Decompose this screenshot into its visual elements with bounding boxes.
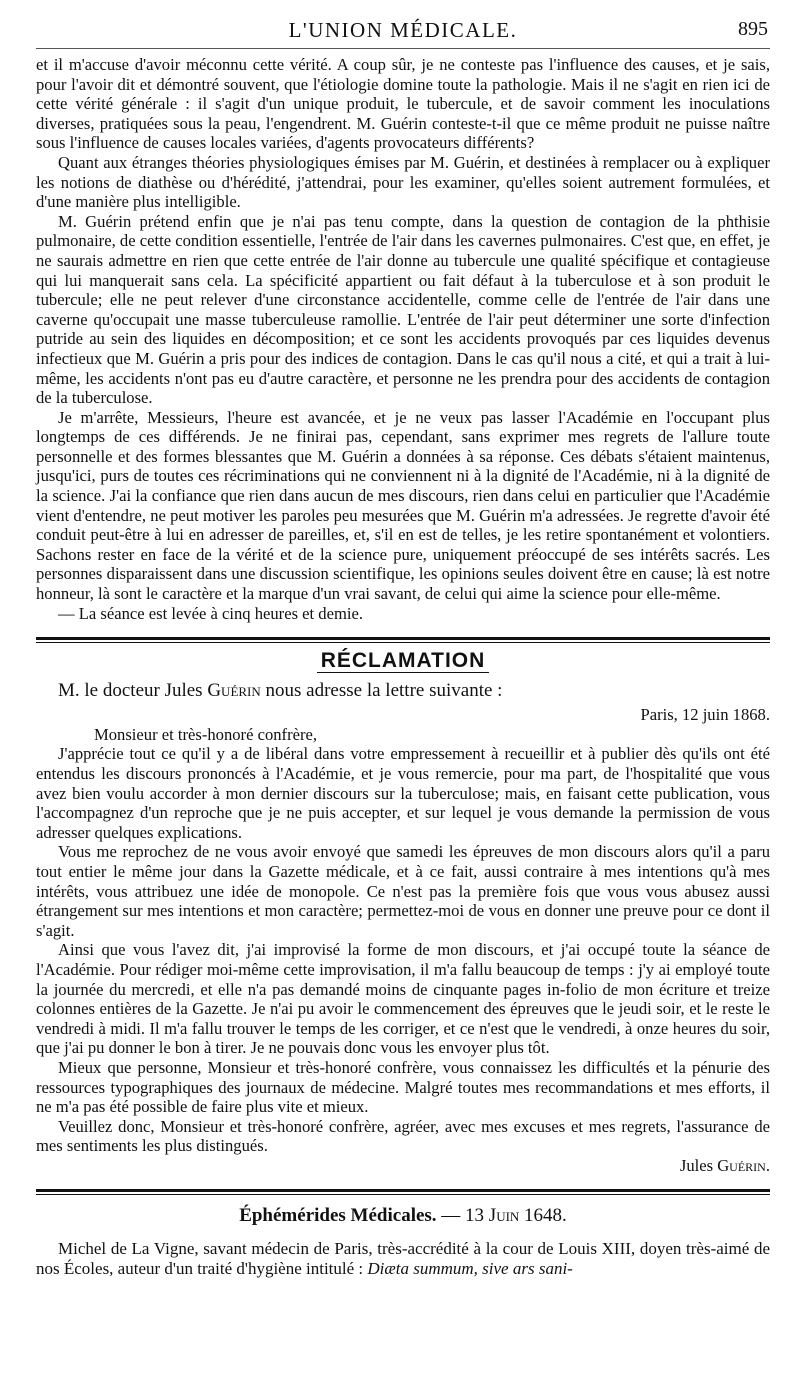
letter-dateline: Paris, 12 juin 1868. bbox=[640, 705, 770, 725]
reclamation-section bbox=[36, 649, 770, 1175]
discours-paragraph-2: Quant aux étranges théories physiologiques émises par M. Guérin, et destinées à remplacer ou à expliquer les notions de diathèse ou d'hérédité, j'attendrai, pour les examiner, qu'elles soient autrement formulées, et d'une manière plus intelligible. bbox=[36, 152, 770, 212]
letter-paragraph-2: Vous me reprochez de ne vous avoir envoyé que samedi les épreuves de mon discours alors qu'il a paru tout entier le même jour dans la Gazette médicale, et à ce fait, aussi contraire à mes intentions qu'à mes intérêts, vous attribuez une idée de monopole. Ce n'est pas la première fois que vous vous abusez aussi étrangement sur mes intentions et mon caractère; permettez-moi de vous en donner une preuve pour ce dont il s'agit. bbox=[36, 842, 770, 940]
letter-paragraph-4: Mieux que personne, Monsieur et très-honoré confrère, vous connaissez les difficultés et la pénurie des ressources typographiques des journaux de médecine. Malgré toutes mes recommandations et mes efforts, il ne m'a pas été possible de faire plus vite et mieux. bbox=[36, 1057, 770, 1117]
running-head bbox=[36, 14, 770, 49]
letter-closing: Veuillez donc, Monsieur et très-honoré confrère, agréer, avec mes excuses et mes regrets, l'assurance de mes sentiments les plus distingués. bbox=[36, 1116, 770, 1156]
letter-salutation: Monsieur et très-honoré confrère, bbox=[94, 724, 318, 744]
letter-paragraph-3: Ainsi que vous l'avez dit, j'ai improvisé la forme de mon discours, et j'ai occupé toute la séance de l'Académie. Pour rédiger moi-même cette improvisation, il m'a fallu beaucoup de temps : j'y ai employé toute la journée du mercredi, et elle n'a pas demandé moins de cinquante pages in-folio de mon écriture et treize colonnes entières de la Gazette. Je n'ai pu avoir le commencement des épreuves que le jeudi soir, et le reste le vendredi à midi. Il m'a fallu trouver le temps de les corriger, et ce n'est que le vendredi, à onze heures du soir, que j'ai pu donner le bon à tirer. Je ne pouvais donc vous les envoyer plus tôt. bbox=[36, 940, 770, 1058]
ephemerides-text: Michel de La Vigne, savant médecin de Paris, très-accrédité à la cour de Louis XIII, doyen très-aimé de nos Écoles, auteur d'un traité d'hygiène intitulé : Diæta summum, sive ars sani- bbox=[36, 1239, 770, 1279]
discours-paragraph-3: M. Guérin prétend enfin que je n'ai pas tenu compte, dans la question de contagion de la phthisie pulmonaire, de cette condition essentielle, l'entrée de l'air dans les cavernes pulmonaires. C'est que, en effet, je ne saurais admettre en rien que cette entrée de l'air donne au tubercule une qualité spécifique et contagieuse qui lui manquerait sans cela. La spécificité appartient ou fait défaut à la tuberculose et à son produit le tubercule; elle ne peut relever d'une circonstance accidentelle, comme celle de l'entrée de l'air dans une caverne qu'occupait une masse tuberculeuse ramollie. L'entrée de l'air peut déterminer une sorte d'infection putride au sein des liquides en décomposition; et ce sont les accidents provoqués par ces liquides devenus infectieux que M. Guérin a pris pour des indices de contagion. Dans le cas qu'il nous a cité, et qui a trait à lui-même, les accidents n'ont pas eu d'autre caractère, et personne ne les prendra pour des accidents de contagion de la tuberculose. bbox=[36, 211, 770, 408]
letter-paragraph-1: J'apprécie tout ce qu'il y a de libéral dans votre empressement à recueillir et à publier dès qu'ils ont été entendus les discours prononcés à l'Académie, et je vous remercie, pour ma part, de l'hospitalité que vous avez bien voulu accorder à mon dernier discours sur la tuberculose; mais, en faisant cette publication, vous l'accompagnez d'un reproche que je ne puis accepter, et sur lequel je vous demande la permission de vous adresser quelques explications. bbox=[36, 744, 770, 842]
author-name: Guérin bbox=[207, 680, 261, 702]
discours-paragraph-4: Je m'arrête, Messieurs, l'heure est avancée, et je ne veux pas lasser l'Académie en l'occupant plus longtemps de ces différends. Je ne finirai pas, cependant, sans exprimer mes regrets de l'allure toute personnelle et des formes blessantes que M. Guérin a données à sa réponse. Ces débats s'étaient maintenus, jusqu'ici, purs de toutes ces récriminations qui ne conviennent ni à la dignité de l'Académie, ni à la dignité de la science. J'ai la confiance que rien dans aucun de mes discours, rien dans celui en particulier que l'Académie vient d'entendre, ne peut motiver les paroles peu mesurées que M. Guérin m'a adressées. Je regrette d'avoir été conduit peut-être à lui en adresser de pareilles, et, s'il en est de telles, je les retire spontanément et volontiers. Sachons rester en face de la vérité et de la science pure, uniquement préoccupé de ses intérêts sacrés. Les personnes disparaissent dans une discussion scientifique, les opinions seules doivent être en cause; là est notre honneur, là sont le caractère et la marque d'un vrai savant, de celui qui aime la science pour elle-même. bbox=[36, 407, 770, 604]
ephemerides-heading: Éphémérides Médicales. — 13 Juin 1648. bbox=[239, 1205, 567, 1227]
page-number: 895 bbox=[738, 18, 768, 40]
ephemerides-section bbox=[36, 1205, 770, 1279]
letter-signature: Jules Guérin. bbox=[679, 1155, 770, 1175]
discours-paragraph-1: et il m'accuse d'avoir méconnu cette vérité. A coup sûr, je ne conteste pas l'influence des causes, et je sais, pour l'avoir dit et démontré souvent, que l'étiologie domine toute la pathologie. Mais il ne s'agit en rien ici de cette vérité générale : il s'agit d'un unique produit, le tubercule, et de savoir comment les inoculations diverses, pratiquées sous la peau, l'engendrent. M. Guérin conteste-t-il que ce même produit ne puisse naître sous l'influence de causes locales variées, d'agents provocateurs différents? bbox=[36, 55, 770, 153]
journal-title: L'UNION MÉDICALE. bbox=[288, 18, 518, 42]
section-divider-2 bbox=[36, 1189, 770, 1195]
reclamation-lead: M. le docteur Jules Guérin nous adresse la lettre suivante : bbox=[58, 680, 503, 702]
section-divider bbox=[36, 637, 770, 643]
discours-section bbox=[36, 55, 770, 623]
seance-closing-line: — La séance est levée à cinq heures et demie. bbox=[58, 603, 363, 623]
reclamation-heading: RÉCLAMATION bbox=[36, 649, 770, 673]
